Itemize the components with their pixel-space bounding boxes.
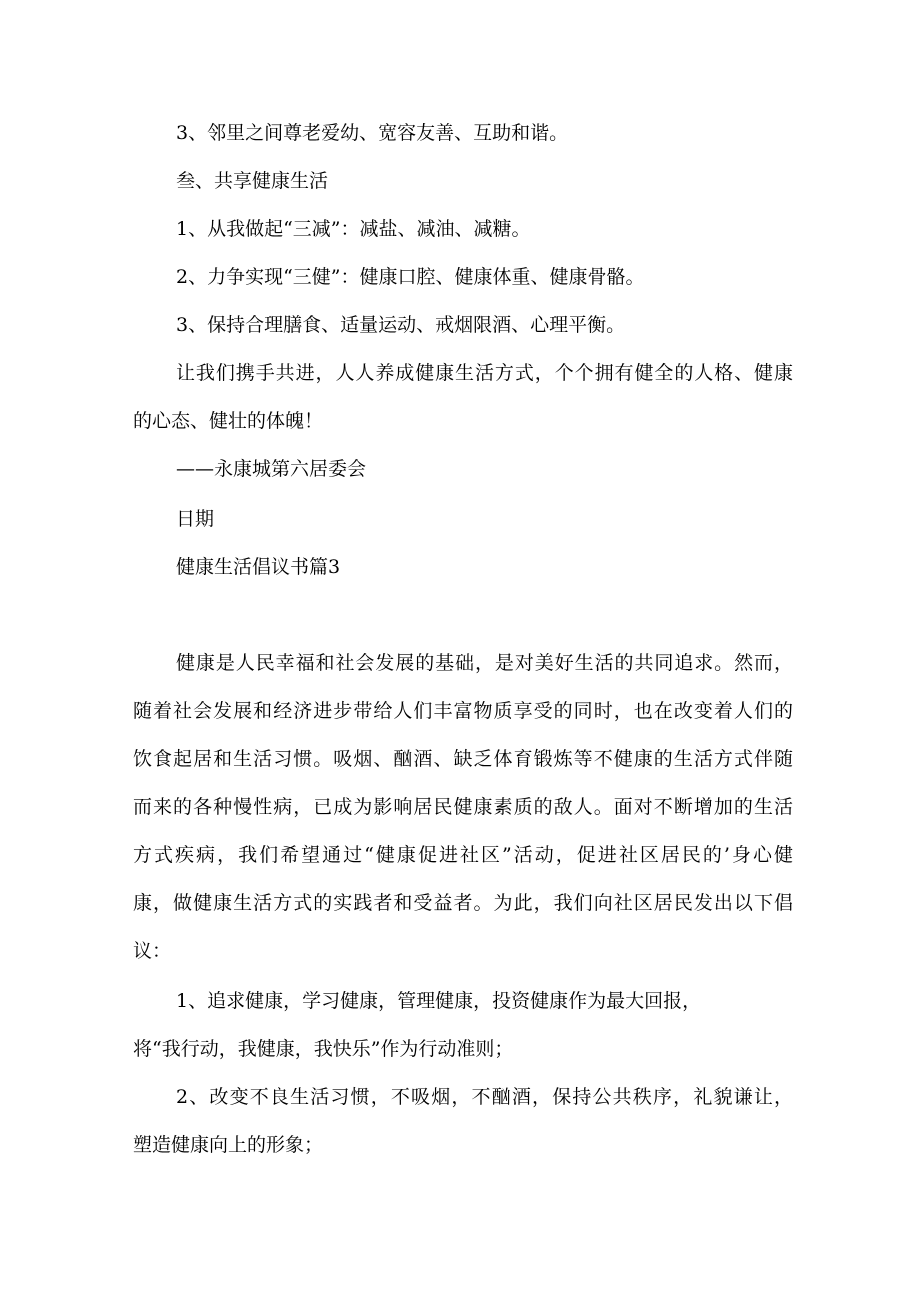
proposal-item-2-line-1: 2、改变不良生活习惯，不吸烟，不酗酒，保持公共秩序，礼貌谦让， <box>176 1086 793 1108</box>
list-item-balanced-lifestyle: 3、保持合理膳食、适量运动、戒烟限酒、心理平衡。 <box>176 314 626 336</box>
body-paragraph-line-1: 健康是人民幸福和社会发展的基础，是对美好生活的共同追求。然而， <box>176 652 793 674</box>
list-item-three-healths: 2、力争实现“三健”：健康口腔、健康体重、健康骨骼。 <box>176 266 645 288</box>
body-paragraph-line-4: 而来的各种慢性病，已成为影响居民健康素质的敌人。面对不断增加的生活 <box>133 796 793 818</box>
body-paragraph-line-2: 随着社会发展和经济进步带给人们丰富物质享受的同时，也在改变着人们的 <box>133 700 793 722</box>
closing-paragraph-line-1: 让我们携手共进，人人养成健康生活方式，个个拥有健全的人格、健康 <box>176 362 793 384</box>
closing-paragraph-line-2: 的心态、健壮的体魄！ <box>133 410 324 432</box>
list-item-neighbors: 3、邻里之间尊老爱幼、宽容友善、互助和谐。 <box>176 122 569 144</box>
body-paragraph-line-5: 方式疾病，我们希望通过“健康促进社区”活动，促进社区居民的’身心健 <box>133 844 793 866</box>
body-paragraph-line-3: 饮食起居和生活习惯。吸烟、酗酒、缺乏体育锻炼等不健康的生活方式伴随 <box>133 748 793 770</box>
list-item-three-reductions: 1、从我做起“三减”：减盐、减油、减糖。 <box>176 218 531 240</box>
proposal-item-1-line-1: 1、追求健康，学习健康，管理健康，投资健康作为最大回报， <box>176 990 702 1012</box>
proposal-item-2-line-2: 塑造健康向上的形象； <box>133 1134 324 1156</box>
proposal-item-1-line-2: 将“我行动，我健康，我快乐”作为行动准则； <box>133 1038 514 1060</box>
body-paragraph-line-7: 议： <box>133 940 172 962</box>
body-paragraph-line-6: 康，做健康生活方式的实践者和受益者。为此，我们向社区居民发出以下倡 <box>133 892 793 914</box>
signature-organization: ——永康城第六居委会 <box>176 458 367 480</box>
section-heading-share-healthy-life: 叁、共享健康生活 <box>176 170 329 192</box>
section-title-proposal-3: 健康生活倡议书篇3 <box>176 556 341 578</box>
signature-date: 日期 <box>176 508 215 530</box>
